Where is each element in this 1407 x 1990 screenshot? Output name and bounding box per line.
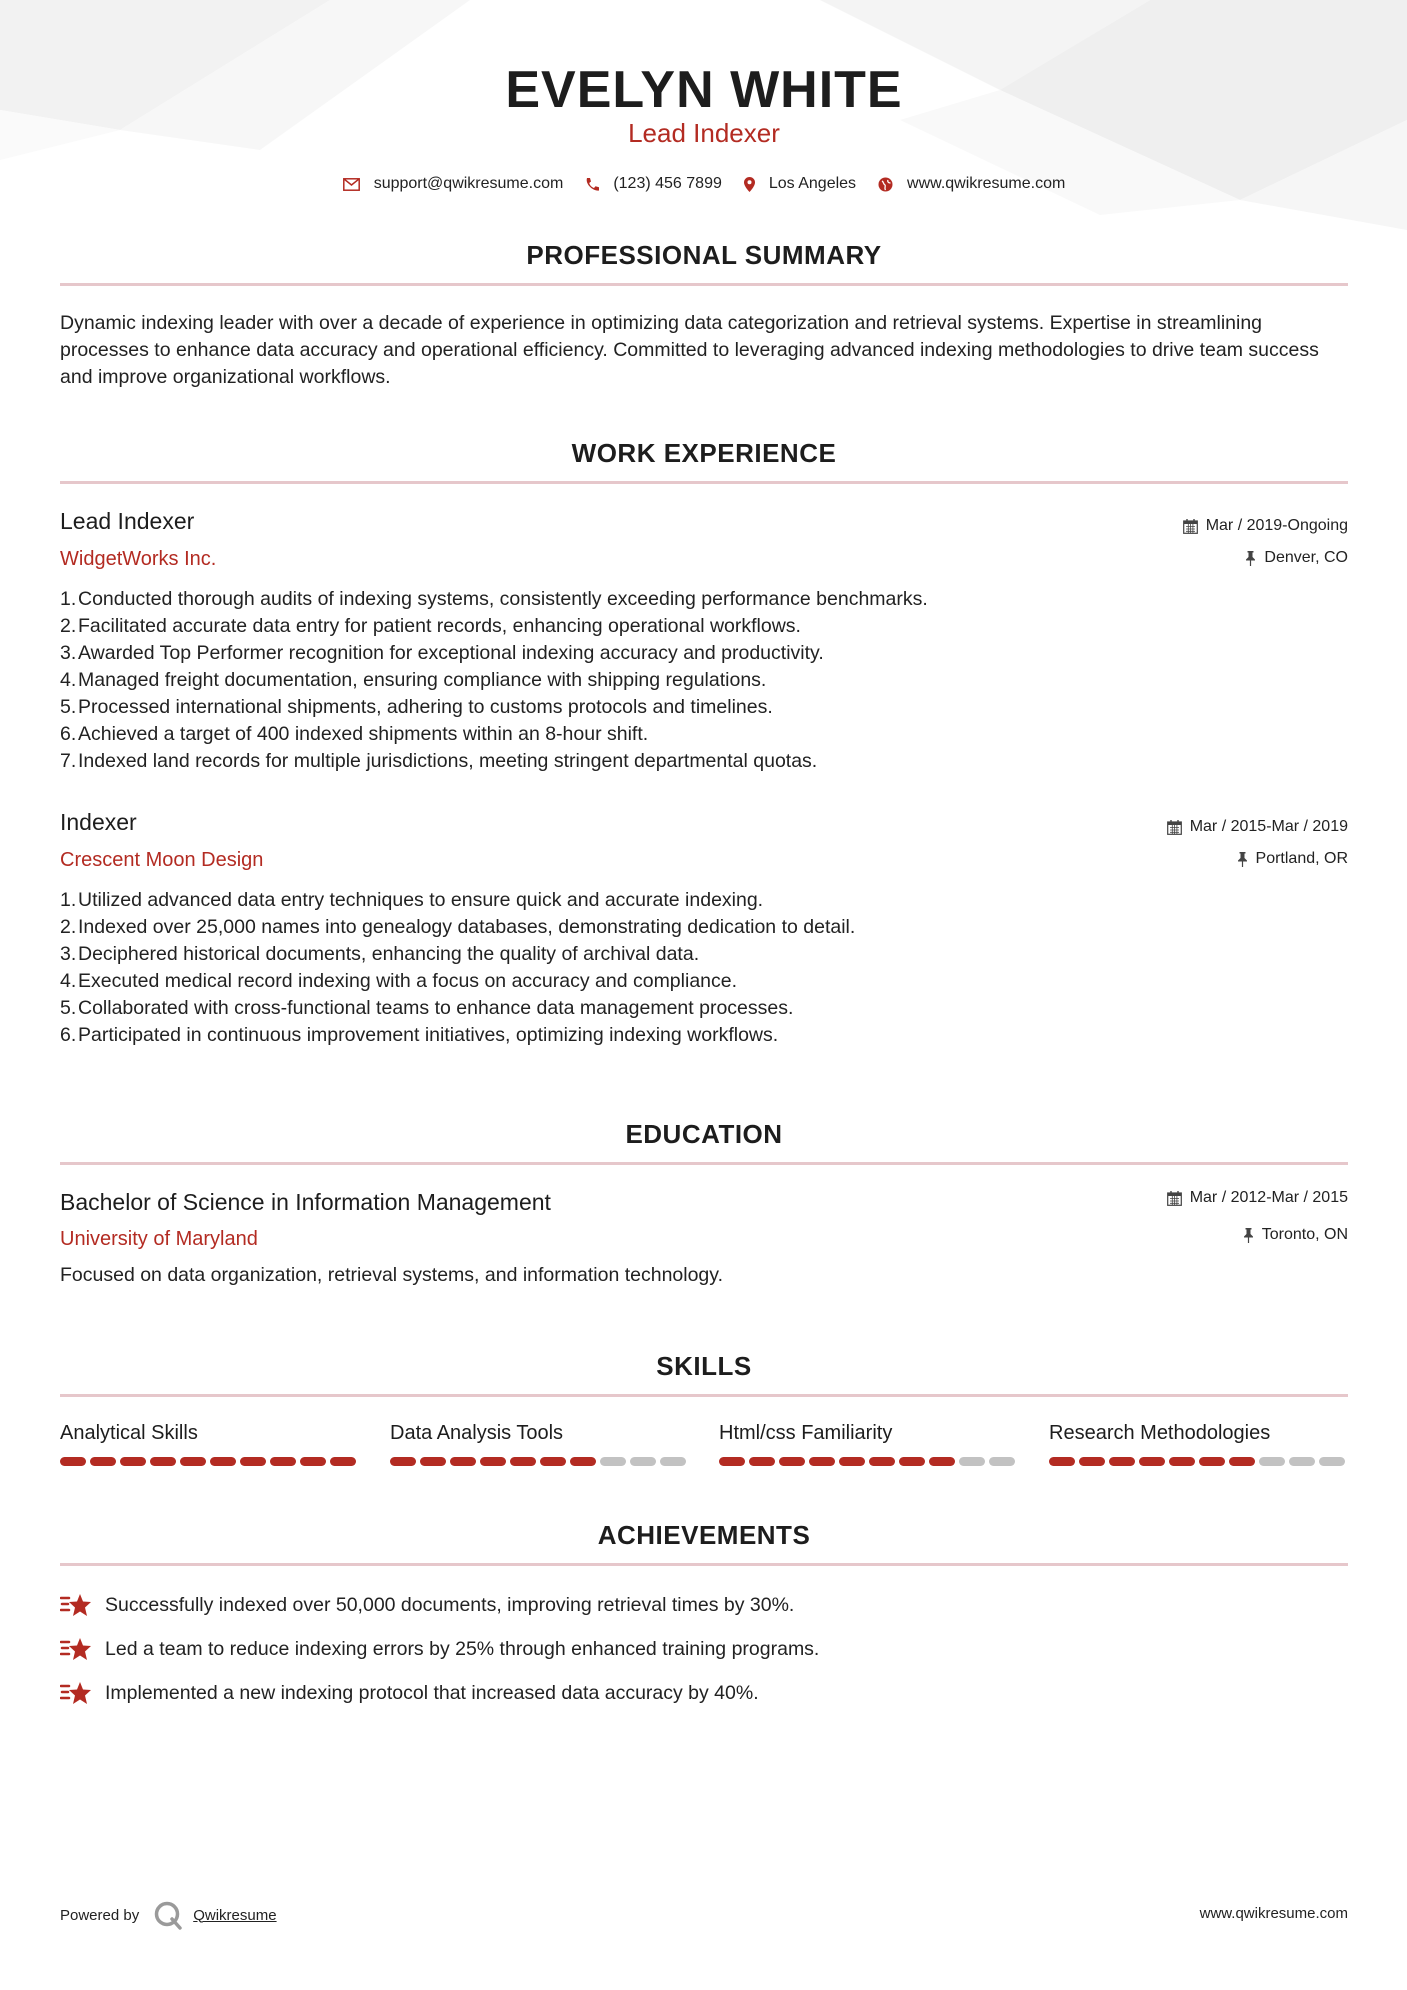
education-description: Focused on data organization, retrieval systems, and information technology. (60, 1264, 723, 1286)
skill-level-segment (809, 1457, 835, 1466)
job-location-text: Portland, OR (1255, 850, 1348, 867)
list-item: 2.Facilitated accurate data entry for patient records, enhancing operational workflows. (60, 615, 801, 637)
skill-level-segment (1139, 1457, 1165, 1466)
job-title: Indexer (60, 809, 137, 835)
skill-level-segment (270, 1457, 296, 1466)
skill-level-segment (749, 1457, 775, 1466)
skill-level-segment (540, 1457, 566, 1466)
skill-level-segment (899, 1457, 925, 1466)
section-divider (60, 1394, 1348, 1397)
skill-level-segment (1229, 1457, 1255, 1466)
list-item: 6.Achieved a target of 400 indexed shipments within an 8-hour shift. (60, 723, 649, 745)
achievement-item (60, 1679, 759, 1707)
job-location (1245, 547, 1348, 569)
achievement-item (60, 1635, 819, 1663)
envelope-icon (343, 178, 360, 191)
list-item: 3.Awarded Top Performer recognition for exceptional indexing accuracy and productivity. (60, 642, 824, 664)
skill-name: Research Methodologies (1049, 1422, 1271, 1444)
job-dates (1183, 515, 1348, 537)
list-item: 4.Executed medical record indexing with a focus on accuracy and compliance. (60, 970, 738, 992)
powered-by-label: Powered by (60, 1906, 140, 1924)
job-location-text: Denver, CO (1264, 549, 1348, 566)
phone-icon (585, 177, 599, 192)
skill-level-segment (600, 1457, 626, 1466)
skill-level-segment (1049, 1457, 1075, 1466)
skill-level-segment (1079, 1457, 1105, 1466)
education-dates-text: Mar / 2012-Mar / 2015 (1189, 1189, 1348, 1206)
calendar-icon (1183, 519, 1198, 534)
skill-level-segment (630, 1457, 656, 1466)
section-divider (60, 283, 1348, 286)
skill-level-segment (660, 1457, 686, 1466)
calendar-icon (1167, 820, 1182, 835)
skill-level-segment (570, 1457, 596, 1466)
location-pin-icon (744, 177, 755, 192)
skill-level-segment (420, 1457, 446, 1466)
skill-level-segment (869, 1457, 895, 1466)
contact-website-text: www.qwikresume.com (907, 175, 1066, 192)
achievement-text: Led a team to reduce indexing errors by 25% through enhanced training programs. (105, 1638, 820, 1660)
skill-level-segment (1259, 1457, 1285, 1466)
job-dates-text: Mar / 2019-Ongoing (1205, 517, 1348, 534)
achievement-text: Successfully indexed over 50,000 documents, improving retrieval times by 30%. (105, 1594, 795, 1616)
skill-level-segment (779, 1457, 805, 1466)
skill-name: Data Analysis Tools (390, 1422, 564, 1444)
list-item: 5.Collaborated with cross-functional teams to enhance data management processes. (60, 997, 794, 1019)
skill-level-segment (150, 1457, 176, 1466)
skill-level-bar (1049, 1457, 1349, 1466)
education-school: University of Maryland (60, 1228, 258, 1250)
star-icon (60, 1636, 93, 1662)
education-dates (1167, 1187, 1348, 1209)
skill-level-segment (1169, 1457, 1195, 1466)
job-company: WidgetWorks Inc. (60, 548, 217, 570)
qwikresume-link[interactable]: Qwikresume (193, 1906, 277, 1924)
skill-level-segment (989, 1457, 1015, 1466)
pushpin-icon (1237, 852, 1248, 867)
pushpin-icon (1245, 551, 1256, 566)
skill-level-segment (60, 1457, 86, 1466)
contact-phone-text: (123) 456 7899 (613, 175, 722, 192)
contact-bar (60, 172, 1348, 196)
job-dates (1167, 816, 1348, 838)
list-item: 3.Deciphered historical documents, enhancing the quality of archival data. (60, 943, 700, 965)
job-title: Lead Indexer (60, 508, 195, 534)
skill-name: Analytical Skills (60, 1422, 198, 1444)
contact-location-text: Los Angeles (768, 175, 857, 192)
skill-level-segment (719, 1457, 745, 1466)
achievement-text: Implemented a new indexing protocol that increased data accuracy by 40%. (105, 1682, 759, 1704)
education-degree: Bachelor of Science in Information Management (60, 1189, 551, 1215)
skill-level-segment (90, 1457, 116, 1466)
skill-level-segment (1199, 1457, 1225, 1466)
contact-website[interactable] (878, 172, 1065, 196)
skill-level-segment (1319, 1457, 1345, 1466)
contact-phone[interactable] (585, 172, 722, 196)
skill-level-segment (929, 1457, 955, 1466)
calendar-icon (1167, 1191, 1182, 1206)
skill-level-segment (1109, 1457, 1135, 1466)
skill-item (719, 1419, 1019, 1466)
star-icon (60, 1592, 93, 1618)
skill-level-segment (120, 1457, 146, 1466)
list-item: 1.Utilized advanced data entry techniques to ensure quick and accurate indexing. (60, 889, 764, 911)
skill-level-segment (390, 1457, 416, 1466)
skill-level-bar (390, 1457, 690, 1466)
section-title-summary: PROFESSIONAL SUMMARY (526, 240, 882, 270)
list-item: 1.Conducted thorough audits of indexing systems, consistently exceeding performance benchmarks. (60, 588, 928, 610)
skill-item (60, 1419, 360, 1466)
skill-item (1049, 1419, 1349, 1466)
candidate-name: EVELYN WHITE (505, 61, 903, 119)
skill-level-segment (839, 1457, 865, 1466)
job-bullets (60, 887, 1348, 1049)
skill-level-bar (719, 1457, 1019, 1466)
list-item: 4.Managed freight documentation, ensuring compliance with shipping regulations. (60, 669, 767, 691)
job-location (1237, 848, 1348, 870)
skill-level-segment (240, 1457, 266, 1466)
skill-level-bar (60, 1457, 360, 1466)
star-icon (60, 1680, 93, 1706)
globe-icon (878, 177, 893, 192)
skill-name: Html/css Familiarity (719, 1422, 893, 1444)
contact-location (744, 172, 856, 196)
list-item: 6.Participated in continuous improvement initiatives, optimizing indexing workflows. (60, 1024, 779, 1046)
job-bullets (60, 586, 1348, 775)
skill-level-segment (959, 1457, 985, 1466)
skill-level-segment (330, 1457, 356, 1466)
candidate-role: Lead Indexer (628, 118, 780, 148)
footer-url[interactable]: www.qwikresume.com (1199, 1905, 1348, 1922)
list-item: 5.Processed international shipments, adhering to customs protocols and timelines. (60, 696, 773, 718)
contact-email-text: support@qwikresume.com (373, 175, 564, 192)
skill-item (390, 1419, 690, 1466)
list-item: 7.Indexed land records for multiple jurisdictions, meeting stringent departmental quotas. (60, 750, 818, 772)
skill-level-segment (510, 1457, 536, 1466)
education-location-text: Toronto, ON (1261, 1226, 1348, 1243)
section-divider (60, 1162, 1348, 1165)
skill-level-segment (480, 1457, 506, 1466)
skill-level-segment (450, 1457, 476, 1466)
section-divider (60, 481, 1348, 484)
skill-level-segment (300, 1457, 326, 1466)
contact-email[interactable] (343, 172, 564, 196)
section-title-education: EDUCATION (625, 1119, 783, 1149)
achievement-item (60, 1591, 794, 1619)
section-title-achievements: ACHIEVEMENTS (597, 1520, 811, 1550)
summary-text: Dynamic indexing leader with over a decade of experience in optimizing data categorization and retrieval systems. Expertise in streamlining processes to enhance data accuracy and operational efficiency. Committed to leveraging advanced indexing methodologies to drive team success and improve organizational workflows. (60, 312, 1319, 388)
section-title-skills: SKILLS (656, 1351, 752, 1381)
section-divider (60, 1563, 1348, 1566)
skill-level-segment (180, 1457, 206, 1466)
job-dates-text: Mar / 2015-Mar / 2019 (1189, 818, 1348, 835)
education-location (1243, 1224, 1348, 1246)
section-title-experience: WORK EXPERIENCE (571, 438, 837, 468)
skill-level-segment (1289, 1457, 1315, 1466)
pushpin-icon (1243, 1228, 1254, 1243)
skill-level-segment (210, 1457, 236, 1466)
list-item: 2.Indexed over 25,000 names into genealogy databases, demonstrating dedication to detail. (60, 916, 856, 938)
qwikresume-logo-icon (153, 1900, 183, 1930)
job-company: Crescent Moon Design (60, 849, 264, 871)
footer-powered-by (60, 1900, 277, 1930)
